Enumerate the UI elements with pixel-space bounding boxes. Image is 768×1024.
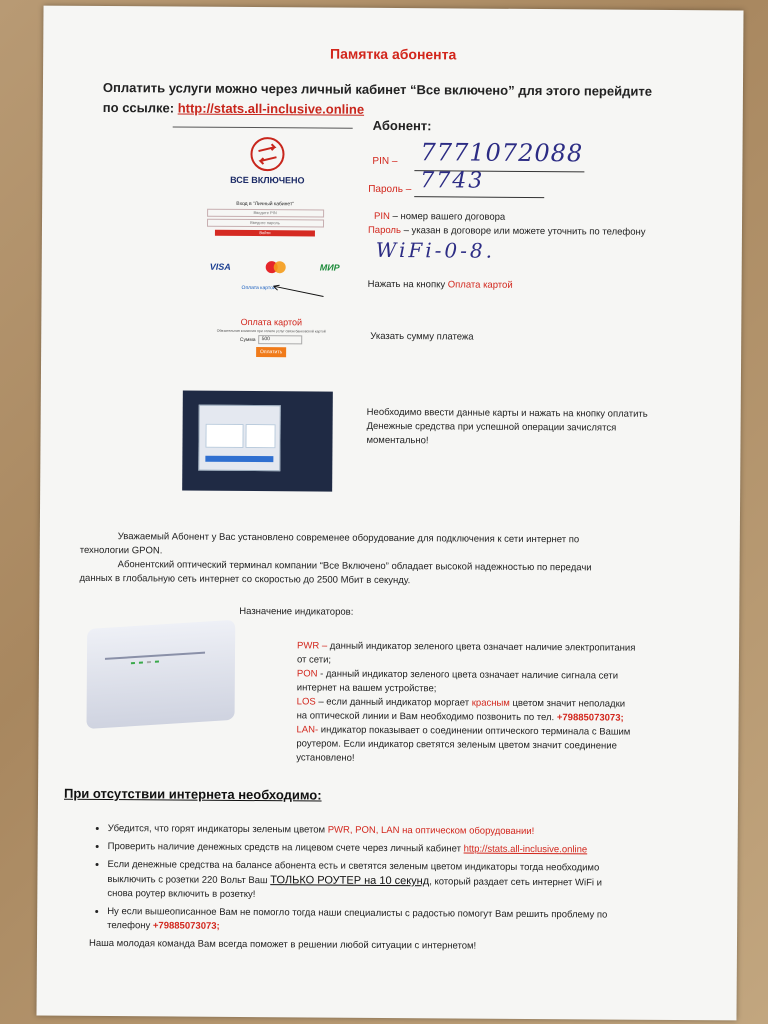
about-paragraph-2: Абонентский оптический терминал компании “Все Включено” обладает высокой надежностью по передачи данных в глобальную сеть интернет со скоростью до 2500 Мбит в секунду. [79,559,592,587]
card-logos [210,261,340,274]
intro-line-1: Оплатить услуги можно через личный кабинет “Все включено” для этого перейдите [102,79,653,99]
troubleshoot-item-2: • Проверить наличие денежных средств на лицевом счете через личный кабинет http://stats.all-inclusive.online [108,840,710,858]
indicator-lan: LAN- индикатор показывает о соединении оптического терминала с Вашим [296,724,631,738]
mir-logo-icon: МИР [319,262,340,273]
visa-logo-icon: VISA [209,261,231,272]
subscriber-heading: Абонент: [372,117,432,134]
pay-submit-button[interactable]: Оплатить [256,347,286,357]
support-phone-2[interactable]: +79885073073; [152,920,220,932]
password-label: Пароль – [368,183,412,196]
pay-card-link[interactable]: Оплата картой [241,284,276,292]
login-form-title: Вход в “Личный кабинет” [236,200,295,208]
step-pay-card: Нажать на кнопку Оплата картой [367,278,513,291]
pay-form-note: Обязательная комиссия при оплате услуг связи банковской картой [216,328,326,334]
arrow-pointer-icon [269,283,325,299]
sum-label: Сумма [239,336,256,343]
page-title: Памятка абонента [330,45,457,63]
indicators-heading: Назначение индикаторов: [239,605,354,618]
indicator-pwr: PWR – данный индикатор зеленого цвета означает наличие электропитания [297,640,636,654]
troubleshoot-heading: При отсутствии интернета необходимо: [63,785,322,803]
password-field[interactable]: Введите пароль [206,219,323,228]
login-submit-button[interactable]: Войти [215,230,315,237]
card-form-window [198,405,280,472]
memo-sheet [36,6,743,1021]
intro-line-2: по ссылке: http://stats.all-inclusive.online [102,99,365,117]
step-enter-card: Необходимо ввести данные карты и нажать на кнопку оплатить Денежные средства при успешной операции зачислятся моментально! [366,406,648,447]
login-field[interactable]: Введите PIN [207,209,324,218]
mastercard-logo-icon [265,261,285,273]
indicator-list: PWR – данный индикатор зеленого цвета означает наличие электропитания от сети; PON - данный индикатор зеленого цвета означает наличие сигнала сети интернет на вашем устройстве; LOS – если данный индикатор моргает красным цветом значит неполадки на оптической линии и Вам необходимо позвонить по тел. +79885073073; LAN- индикатор показывает о соединении оптического терминала с Вашим роутером. Если индикатор светятся зеленым цветом значит соединение установлено! [296,639,707,768]
pin-label: PIN – [372,155,398,168]
logo-arrows-icon [250,137,284,171]
pay-form-mockup [201,317,341,358]
about-paragraph-1: Уважаемый Абонент у Вас установлено современее оборудование для подключения к сети интернет по технологии GPON. [79,531,580,557]
ont-router-image [86,620,235,729]
cabinet-link[interactable]: http://stats.all-inclusive.online [177,100,365,117]
closing-line: Наша молодая команда Вам всегда поможет в решении любой ситуации с интернетом! [88,937,477,952]
hand-underline [173,126,353,128]
password-value: 7743 [420,168,485,194]
indicator-los: LOS – если данный индикатор моргает красным цветом значит неполадки [296,696,626,710]
indicator-pon: PON - данный индикатор зеленого цвета означает наличие сигнала сети [296,668,619,682]
login-form-mockup [200,201,330,237]
sum-input[interactable]: 500 [259,335,303,344]
pin-description: PIN – номер вашего договора [374,210,506,223]
cabinet-link-2[interactable]: http://stats.all-inclusive.online [463,843,588,856]
step-enter-sum: Указать сумму платежа [370,330,474,343]
troubleshoot-item-3: • Если денежные средства на балансе абонента есть и светятся зеленым цветом индикаторы тогда необходимо выключить с розетки 220 Вольт Ваш ТОЛЬКО РОУТЕР на 10 секунд, который раздает сеть интернет WiFi и снова роутер включить в розетку! [107,858,709,905]
password-underline [414,196,544,198]
password-description: Пароль – указан в договоре или можете уточнить по телефону [367,224,646,238]
brand-logo [202,137,332,186]
support-phone[interactable]: +79885073073; [556,712,624,724]
card-entry-screenshot [182,391,333,492]
wifi-value: WiFi-0-8. [375,237,496,263]
troubleshoot-item-4: • Ну если вышеописанное Вам не помогло тогда наши специалисты с радостью помогут Вам решить проблему по телефону +79885073073; [107,905,709,937]
troubleshoot-list [89,822,710,955]
intro-text [103,78,703,122]
troubleshoot-item-1: • Убедится, что горят индикаторы зеленым цветом PWR, PON, LAN на оптическом оборудовании! [108,822,710,840]
pin-value: 7771072088 [420,138,584,168]
pay-form-title: Оплата картой [240,316,303,328]
logo-text: ВСЕ ВКЛЮЧЕНО [230,174,305,186]
